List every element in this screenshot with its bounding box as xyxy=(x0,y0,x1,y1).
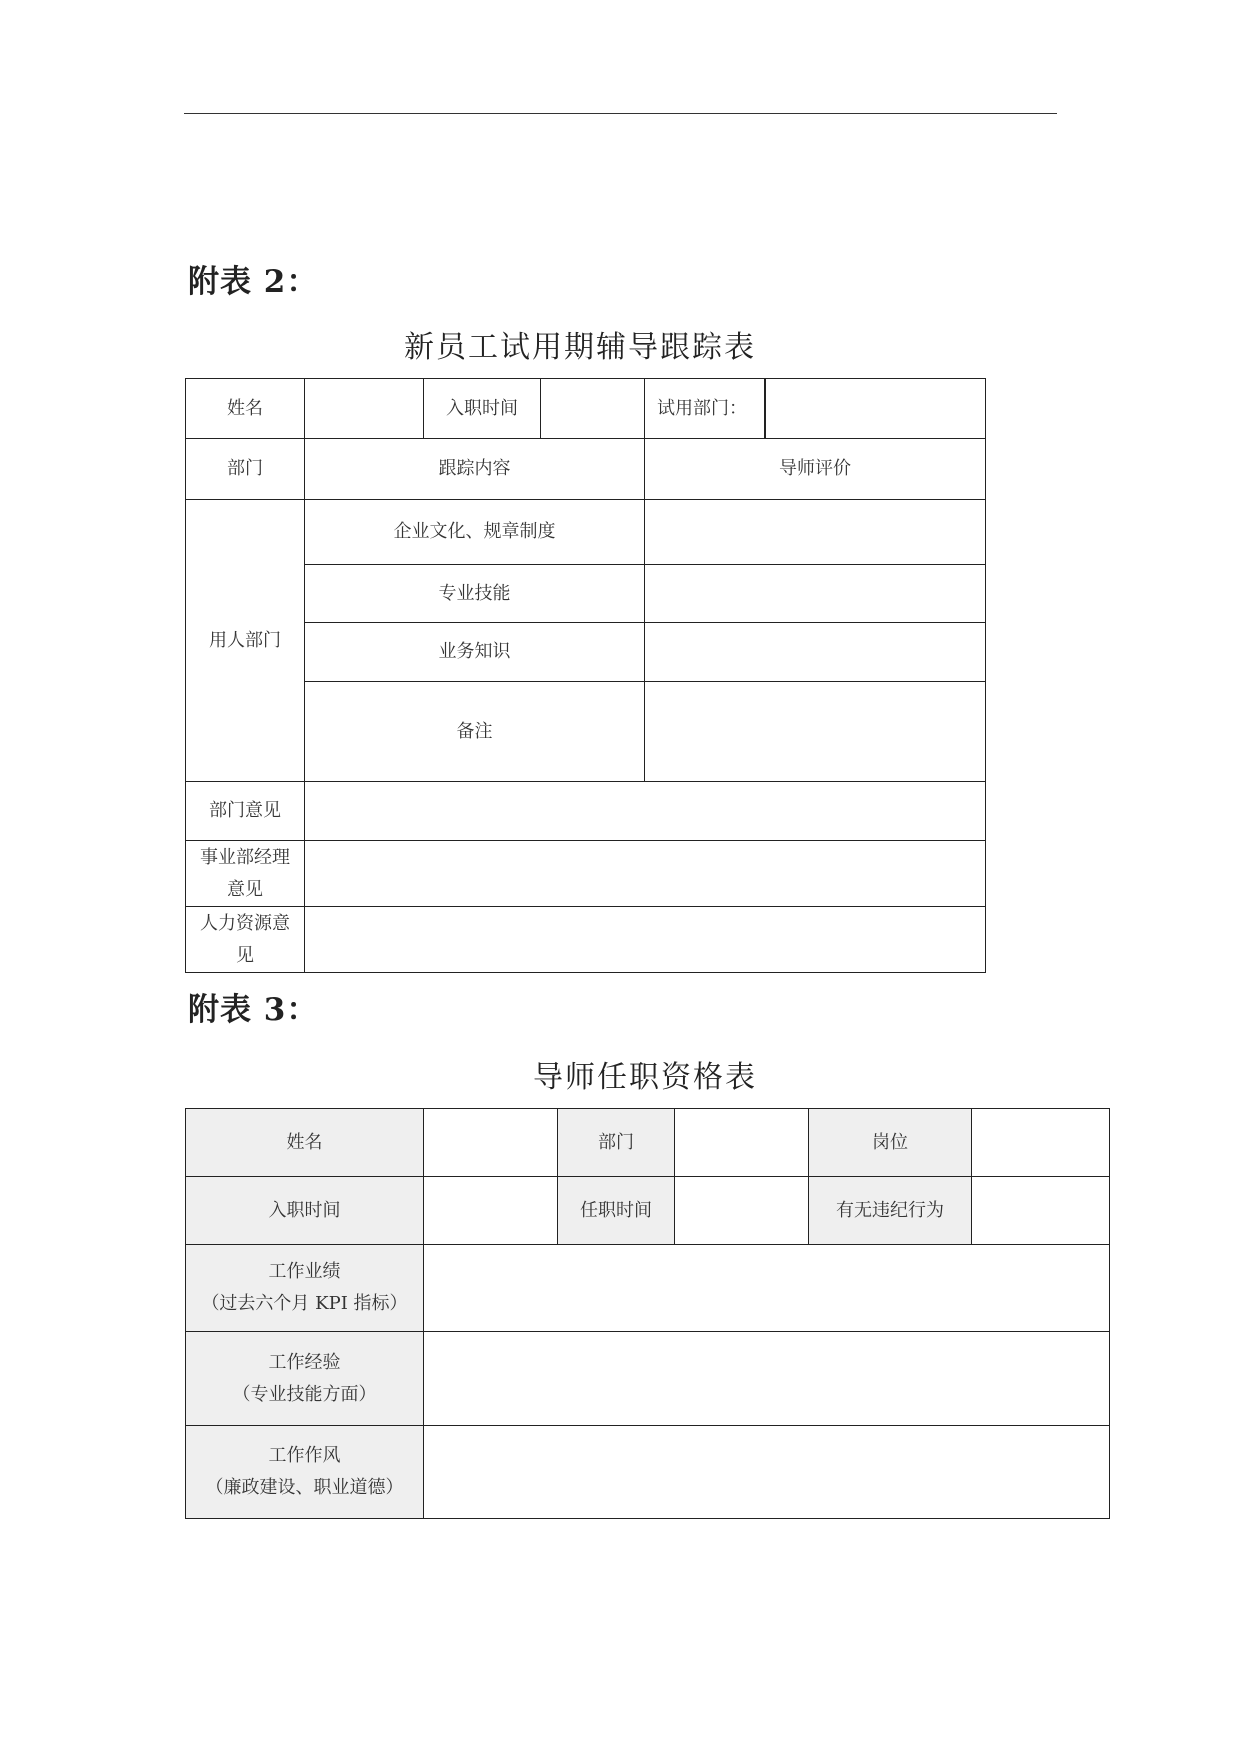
field-mentor-tenure-date[interactable] xyxy=(675,1177,809,1245)
field-hr-opinion[interactable] xyxy=(305,907,986,973)
label-using-dept: 用人部门 xyxy=(186,500,305,782)
label-dept: 部门 xyxy=(186,439,305,500)
label-work-experience-line-2: （专业技能方面） xyxy=(232,1383,377,1405)
label-mentor-tenure-date: 任职时间 xyxy=(558,1177,675,1245)
item-business-knowledge: 业务知识 xyxy=(305,623,645,682)
field-mentor-name[interactable] xyxy=(424,1109,558,1177)
header-rule xyxy=(184,113,1057,114)
label-work-performance-line-2: （过去六个月 KPI 指标） xyxy=(201,1293,408,1314)
field-hire-date[interactable] xyxy=(541,379,645,439)
label-hire-date: 入职时间 xyxy=(424,379,541,439)
field-mentor-position[interactable] xyxy=(972,1109,1110,1177)
label-mentor-position: 岗位 xyxy=(809,1109,972,1177)
item-remarks: 备注 xyxy=(305,682,645,782)
appendix-3-heading: 附表 3： xyxy=(188,992,319,1028)
field-probation-dept[interactable] xyxy=(765,379,986,439)
field-work-performance[interactable] xyxy=(424,1245,1110,1332)
label-work-performance xyxy=(186,1245,424,1332)
field-mentor-dept[interactable] xyxy=(675,1109,809,1177)
field-eval-culture[interactable] xyxy=(645,500,986,565)
field-eval-knowledge[interactable] xyxy=(645,623,986,682)
label-hr-opinion-line-1: 人力资源意 xyxy=(200,912,290,934)
label-probation-dept: 试用部门： xyxy=(645,379,765,439)
appendix-2-heading: 附表 2： xyxy=(188,264,319,300)
field-work-style[interactable] xyxy=(424,1426,1110,1519)
label-hr-opinion-line-2: 见 xyxy=(236,944,254,966)
label-bu-manager-opinion xyxy=(186,841,305,907)
item-professional-skills: 专业技能 xyxy=(305,565,645,623)
label-name: 姓名 xyxy=(186,379,305,439)
field-eval-skills[interactable] xyxy=(645,565,986,623)
field-mentor-violations[interactable] xyxy=(972,1177,1110,1245)
label-mentor-violations: 有无违纪行为 xyxy=(809,1177,972,1245)
probation-tracking-table xyxy=(185,378,986,973)
label-mentor-dept: 部门 xyxy=(558,1109,675,1177)
label-work-style-line-2: （廉政建设、职业道德） xyxy=(205,1477,404,1498)
label-work-style-line-1: 工作作风 xyxy=(268,1445,341,1466)
label-dept-opinion: 部门意见 xyxy=(186,782,305,841)
mentor-qualification-table xyxy=(185,1108,1110,1519)
label-work-experience xyxy=(186,1332,424,1426)
item-culture-rules: 企业文化、规章制度 xyxy=(305,500,645,565)
appendix-2-title: 新员工试用期辅导跟踪表 xyxy=(404,330,756,365)
label-mentor-evaluation: 导师评价 xyxy=(645,439,986,500)
field-mentor-hire-date[interactable] xyxy=(424,1177,558,1245)
field-dept-opinion[interactable] xyxy=(305,782,986,841)
label-bu-manager-opinion-line-1: 事业部经理 xyxy=(200,846,290,868)
label-work-style xyxy=(186,1426,424,1519)
field-name[interactable] xyxy=(305,379,424,439)
label-tracking-content: 跟踪内容 xyxy=(305,439,645,500)
label-work-experience-line-1: 工作经验 xyxy=(268,1351,341,1373)
field-work-experience[interactable] xyxy=(424,1332,1110,1426)
appendix-3-title: 导师任职资格表 xyxy=(533,1060,757,1095)
field-eval-remarks[interactable] xyxy=(645,682,986,782)
label-mentor-hire-date: 入职时间 xyxy=(186,1177,424,1245)
label-bu-manager-opinion-line-2: 意见 xyxy=(227,878,263,900)
field-bu-manager-opinion[interactable] xyxy=(305,841,986,907)
label-mentor-name: 姓名 xyxy=(186,1109,424,1177)
label-work-performance-line-1: 工作业绩 xyxy=(268,1261,341,1282)
label-hr-opinion xyxy=(186,907,305,973)
